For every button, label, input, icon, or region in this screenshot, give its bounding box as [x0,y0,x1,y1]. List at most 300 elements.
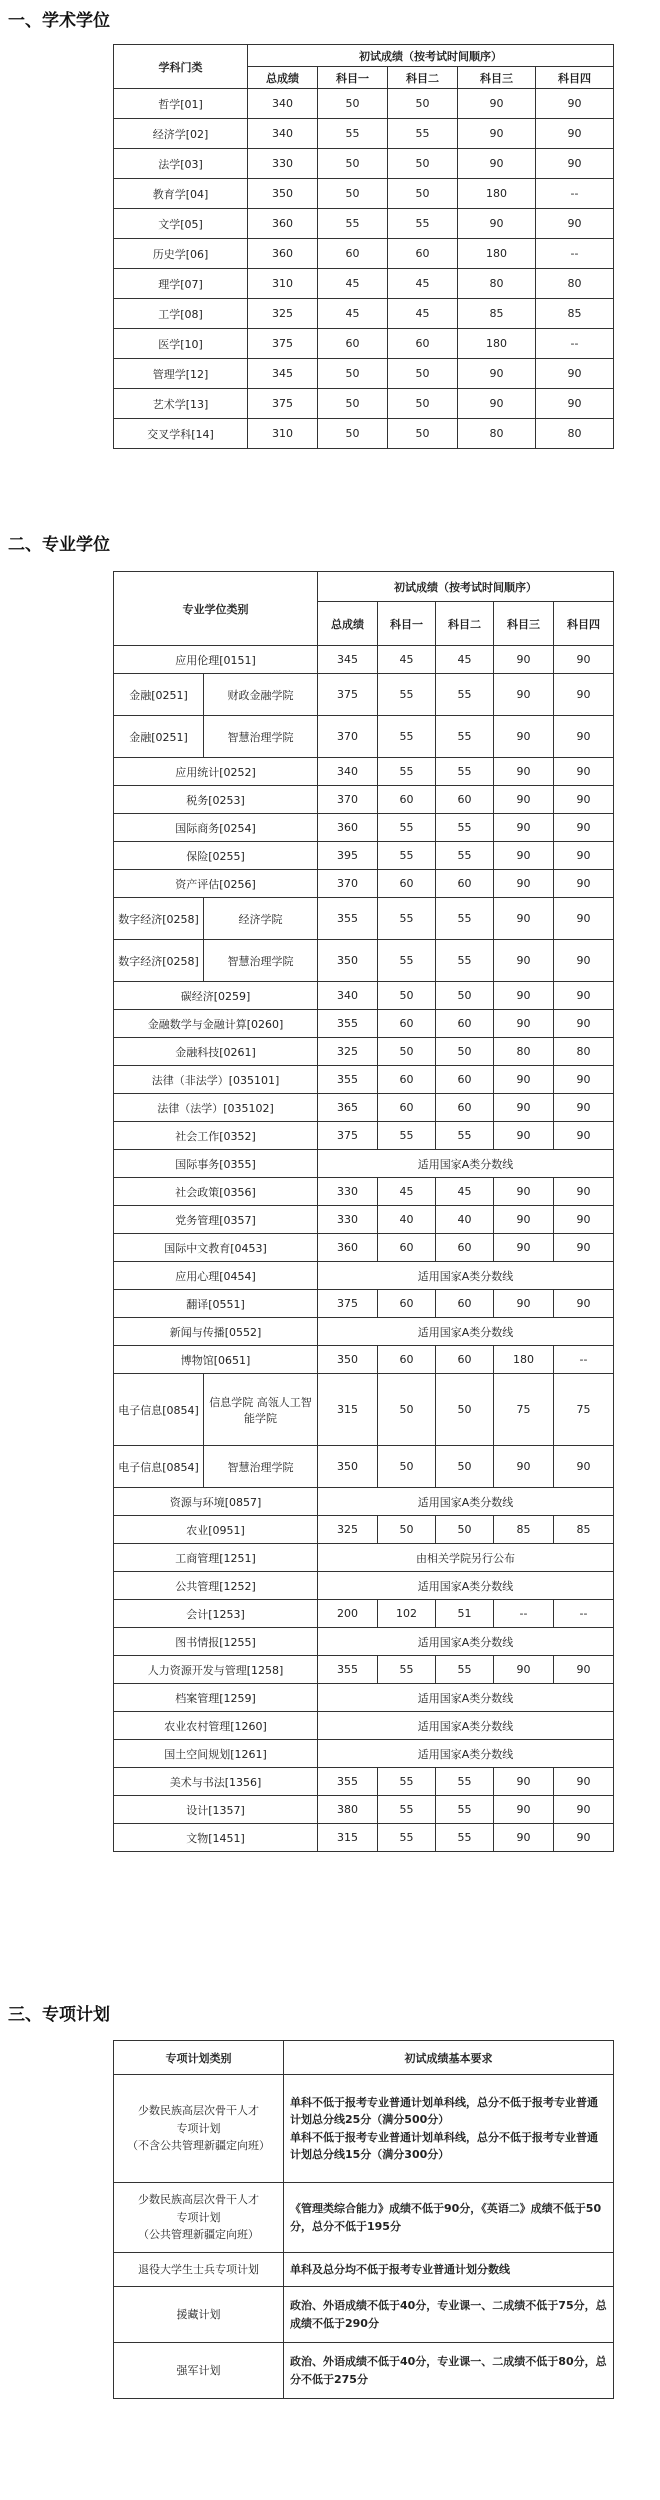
score-cell: 55 [436,940,494,982]
score-cell: 60 [378,1066,436,1094]
score-cell: 80 [458,269,536,299]
table-row [114,1740,614,1768]
degree-name-cell: 社会政策[0356] [114,1178,318,1206]
score-cell: 375 [318,1290,378,1318]
score-cell: 60 [436,1346,494,1374]
score-cell: 340 [248,119,318,149]
table-row [114,1178,614,1206]
table-row [114,1038,614,1066]
table-row [114,716,614,758]
score-cell: 80 [536,269,614,299]
score-cell: 85 [494,1516,554,1544]
score-cell: 45 [436,646,494,674]
score-cell: 50 [318,89,388,119]
score-cell: 55 [378,1656,436,1684]
score-cell: 60 [378,1346,436,1374]
school-cell: 信息学院 高瓴人工智能学院 [204,1374,318,1446]
degree-name-cell: 社会工作[0352] [114,1122,318,1150]
discipline-cell: 工学[08] [114,299,248,329]
score-cell: 60 [378,870,436,898]
note-cell: 适用国家A类分数线 [318,1488,614,1516]
degree-name-cell: 国际事务[0355] [114,1150,318,1178]
score-cell: 50 [436,1516,494,1544]
score-cell: 90 [494,1010,554,1038]
score-cell: 55 [378,940,436,982]
score-cell: 55 [436,842,494,870]
table-row [114,814,614,842]
score-cell: 90 [494,758,554,786]
score-cell: 90 [536,149,614,179]
degree-name-cell: 法律（非法学）[035101] [114,1066,318,1094]
score-cell: 60 [378,1010,436,1038]
score-cell: 90 [536,89,614,119]
header-row [114,45,614,67]
table-row [114,870,614,898]
degree-name-cell: 国际商务[0254] [114,814,318,842]
discipline-cell: 管理学[12] [114,359,248,389]
score-cell: 50 [378,1516,436,1544]
table-row [114,329,614,359]
degree-name-cell: 农业[0951] [114,1516,318,1544]
score-cell: 330 [318,1206,378,1234]
score-cell: -- [494,1600,554,1628]
score-cell: 310 [248,419,318,449]
school-cell: 智慧治理学院 [204,716,318,758]
plan-name-cell [114,2253,284,2287]
table-row [114,1544,614,1572]
score-cell: 50 [388,89,458,119]
score-cell: 50 [318,149,388,179]
score-cell: 350 [318,1446,378,1488]
score-cell: 50 [318,179,388,209]
score-cell: 395 [318,842,378,870]
requirement-cell [284,2287,614,2343]
score-cell: 60 [378,1234,436,1262]
score-cell: 315 [318,1824,378,1852]
score-cell: 375 [248,329,318,359]
table-row [114,179,614,209]
professional-degree-table [113,571,614,1852]
plan-name-line: 少数民族高层次骨干人才 [138,2193,259,2207]
score-cell: 90 [494,1122,554,1150]
score-cell: 55 [378,1796,436,1824]
degree-name-cell: 资源与环境[0857] [114,1488,318,1516]
score-cell: 90 [494,716,554,758]
discipline-cell: 教育学[04] [114,179,248,209]
table-row [114,2343,614,2399]
plan-name-line: 强军计划 [176,2363,221,2377]
header-row [114,2041,614,2075]
table-row [114,1768,614,1796]
requirement-cell [284,2343,614,2399]
degree-name-cell: 应用统计[0252] [114,758,318,786]
score-cell: 50 [436,1038,494,1066]
table-row [114,842,614,870]
score-cell: 90 [494,814,554,842]
table-row [114,89,614,119]
table-row [114,1094,614,1122]
score-cell: 90 [494,842,554,870]
score-cell: 90 [554,1094,614,1122]
score-cell: 55 [436,898,494,940]
score-cell: 45 [388,299,458,329]
score-cell: 60 [436,1010,494,1038]
plan-name-line: 援藏计划 [176,2307,221,2321]
school-cell: 经济学院 [204,898,318,940]
score-cell: 90 [494,1290,554,1318]
score-cell: 85 [554,1516,614,1544]
discipline-cell: 医学[10] [114,329,248,359]
score-cell: 45 [436,1178,494,1206]
table-row [114,1712,614,1740]
score-cell: 55 [436,1768,494,1796]
note-cell: 适用国家A类分数线 [318,1712,614,1740]
score-cell: 55 [378,1768,436,1796]
score-cell: 90 [494,898,554,940]
column-header: 科目三 [494,602,554,646]
discipline-cell: 文学[05] [114,209,248,239]
score-cell: 325 [248,299,318,329]
note-cell: 适用国家A类分数线 [318,1684,614,1712]
degree-name-cell: 应用伦理[0151] [114,646,318,674]
table-row [114,389,614,419]
requirement-header: 初试成绩基本要求 [284,2041,614,2075]
score-cell: 180 [458,239,536,269]
score-cell: 55 [318,119,388,149]
column-header: 科目二 [388,67,458,89]
degree-name-cell: 法律（法学）[035102] [114,1094,318,1122]
requirement-text: 政治、外语成绩不低于40分，专业课一、二成绩不低于80分，总分不低于275分 [290,2355,607,2386]
degree-name-cell: 设计[1357] [114,1796,318,1824]
column-header: 科目四 [536,67,614,89]
degree-name-cell: 工商管理[1251] [114,1544,318,1572]
category-header: 专项计划类别 [114,2041,284,2075]
degree-name-cell: 应用心理[0454] [114,1262,318,1290]
discipline-cell: 历史学[06] [114,239,248,269]
score-cell: 50 [388,419,458,449]
score-cell: 345 [248,359,318,389]
score-cell: 55 [388,209,458,239]
degree-name-cell: 金融[0251] [114,716,204,758]
column-header: 总成绩 [318,602,378,646]
table-row [114,1600,614,1628]
section2-heading: 二、专业学位 [8,535,110,555]
score-cell: 90 [554,1066,614,1094]
score-cell: 350 [248,179,318,209]
degree-name-cell: 会计[1253] [114,1600,318,1628]
degree-name-cell: 新闻与传播[0552] [114,1318,318,1346]
table-row [114,786,614,814]
score-cell: 51 [436,1600,494,1628]
score-cell: 90 [554,1446,614,1488]
score-cell: 90 [494,1234,554,1262]
score-cell: 55 [378,898,436,940]
plan-name-line: 退役大学生士兵专项计划 [138,2262,259,2276]
score-cell: 60 [436,870,494,898]
score-cell: 90 [494,1094,554,1122]
score-cell: 90 [536,209,614,239]
score-cell: 45 [378,646,436,674]
score-cell: 50 [436,1446,494,1488]
score-cell: 365 [318,1094,378,1122]
score-cell: 90 [458,149,536,179]
score-cell: 90 [554,786,614,814]
plan-name-line: 专项计划 [176,2210,221,2224]
degree-name-cell: 博物馆[0651] [114,1346,318,1374]
score-cell: 90 [554,940,614,982]
score-cell: 90 [554,1656,614,1684]
score-cell: 90 [536,119,614,149]
degree-name-cell: 公共管理[1252] [114,1572,318,1600]
score-cell: 55 [436,716,494,758]
score-cell: 55 [378,716,436,758]
score-cell: 325 [318,1516,378,1544]
score-cell: 55 [436,814,494,842]
score-cell: 75 [554,1374,614,1446]
score-cell: 200 [318,1600,378,1628]
score-cell: 80 [458,419,536,449]
degree-name-cell: 文物[1451] [114,1824,318,1852]
degree-name-cell: 电子信息[0854] [114,1446,204,1488]
table-row [114,2287,614,2343]
score-cell: 90 [554,1178,614,1206]
category-header: 学科门类 [114,45,248,89]
score-cell: 50 [318,359,388,389]
column-header: 科目一 [378,602,436,646]
score-cell: 90 [494,1656,554,1684]
score-cell: 315 [318,1374,378,1446]
table-row [114,2253,614,2287]
score-cell: 60 [436,1234,494,1262]
score-cell: 50 [436,1374,494,1446]
degree-name-cell: 数字经济[0258] [114,898,204,940]
table-row [114,1262,614,1290]
score-cell: -- [536,179,614,209]
score-cell: 45 [318,299,388,329]
score-cell: 90 [536,389,614,419]
table-row [114,1488,614,1516]
score-cell: 330 [318,1178,378,1206]
score-cell: 345 [318,646,378,674]
degree-name-cell: 翻译[0551] [114,1290,318,1318]
score-cell: 370 [318,870,378,898]
score-cell: 50 [318,419,388,449]
score-cell: 55 [378,758,436,786]
table-row [114,674,614,716]
plan-name-cell [114,2183,284,2253]
score-cell: 90 [554,870,614,898]
score-cell: 90 [554,1122,614,1150]
note-cell: 适用国家A类分数线 [318,1318,614,1346]
score-cell: 90 [458,359,536,389]
plan-name-cell [114,2343,284,2399]
score-cell: 360 [318,814,378,842]
score-cell: 90 [494,982,554,1010]
score-cell: 50 [378,1446,436,1488]
score-cell: 310 [248,269,318,299]
degree-name-cell: 税务[0253] [114,786,318,814]
table-row [114,149,614,179]
table-row [114,2075,614,2183]
table-row [114,1656,614,1684]
table-row [114,1066,614,1094]
table-row [114,1318,614,1346]
note-cell: 适用国家A类分数线 [318,1150,614,1178]
score-cell: 40 [378,1206,436,1234]
note-cell: 适用国家A类分数线 [318,1628,614,1656]
school-cell: 智慧治理学院 [204,1446,318,1488]
score-cell: 355 [318,1010,378,1038]
table-row [114,1010,614,1038]
plan-name-cell [114,2075,284,2183]
score-cell: 90 [554,758,614,786]
score-cell: 90 [458,389,536,419]
table-row [114,359,614,389]
score-cell: 355 [318,1768,378,1796]
score-cell: 180 [458,329,536,359]
table-row [114,2183,614,2253]
score-cell: 50 [388,149,458,179]
score-cell: 90 [494,1446,554,1488]
score-cell: 55 [378,674,436,716]
requirement-text: 单科不低于报考专业普通计划单科线，总分不低于报考专业普通计划总分线15分（满分300分） [290,2130,598,2161]
score-cell: 50 [388,389,458,419]
requirement-text: 政治、外语成绩不低于40分，专业课一、二成绩不低于75分，总成绩不低于290分 [290,2299,607,2330]
score-cell: 375 [318,674,378,716]
score-cell: 55 [436,758,494,786]
column-header: 科目一 [318,67,388,89]
score-cell: 60 [436,786,494,814]
score-cell: 60 [436,1094,494,1122]
score-cell: -- [554,1346,614,1374]
score-cell: 90 [494,870,554,898]
header-row [114,572,614,602]
score-cell: 55 [378,842,436,870]
score-cell: 350 [318,940,378,982]
score-cell: 50 [378,982,436,1010]
score-cell: 90 [554,716,614,758]
score-cell: 45 [318,269,388,299]
score-cell: 360 [248,209,318,239]
score-cell: 50 [318,389,388,419]
discipline-cell: 哲学[01] [114,89,248,119]
score-cell: 90 [554,1768,614,1796]
degree-name-cell: 电子信息[0854] [114,1374,204,1446]
table-row [114,1122,614,1150]
score-cell: 360 [248,239,318,269]
score-group-header: 初试成绩（按考试时间顺序） [248,45,614,67]
score-cell: 90 [554,842,614,870]
score-cell: 80 [494,1038,554,1066]
score-cell: 90 [458,209,536,239]
degree-name-cell: 国际中文教育[0453] [114,1234,318,1262]
score-cell: 90 [554,646,614,674]
score-cell: 90 [536,359,614,389]
column-header: 总成绩 [248,67,318,89]
score-cell: 90 [554,1010,614,1038]
score-cell: 340 [248,89,318,119]
score-cell: 90 [554,1796,614,1824]
score-cell: 55 [436,1122,494,1150]
score-cell: 90 [554,1290,614,1318]
discipline-cell: 交叉学科[14] [114,419,248,449]
table-row [114,119,614,149]
degree-name-cell: 数字经济[0258] [114,940,204,982]
table-row [114,239,614,269]
column-header: 科目二 [436,602,494,646]
degree-name-cell: 档案管理[1259] [114,1684,318,1712]
school-cell: 智慧治理学院 [204,940,318,982]
score-cell: 55 [436,1824,494,1852]
requirement-cell [284,2075,614,2183]
score-cell: -- [536,239,614,269]
score-cell: 90 [494,786,554,814]
score-cell: 325 [318,1038,378,1066]
score-cell: 90 [554,674,614,716]
degree-name-cell: 图书情报[1255] [114,1628,318,1656]
score-cell: 50 [388,179,458,209]
table-row [114,982,614,1010]
requirement-cell [284,2253,614,2287]
plan-name-line: 专项计划 [176,2121,221,2135]
score-cell: 55 [436,1796,494,1824]
discipline-cell: 艺术学[13] [114,389,248,419]
score-cell: 90 [554,1234,614,1262]
score-cell: 55 [436,674,494,716]
score-cell: 370 [318,716,378,758]
note-cell: 由相关学院另行公布 [318,1544,614,1572]
score-cell: 60 [388,239,458,269]
score-cell: 355 [318,898,378,940]
score-cell: 60 [388,329,458,359]
score-cell: 50 [378,1374,436,1446]
table-row [114,209,614,239]
score-cell: 45 [378,1178,436,1206]
table-row [114,1374,614,1446]
degree-name-cell: 国土空间规划[1261] [114,1740,318,1768]
table-row [114,299,614,329]
discipline-cell: 法学[03] [114,149,248,179]
requirement-text: 单科及总分均不低于报考专业普通计划分数线 [290,2262,510,2276]
table-row [114,1796,614,1824]
score-cell: 90 [554,1824,614,1852]
table-row [114,1572,614,1600]
score-cell: 90 [494,1206,554,1234]
score-cell: 55 [378,1824,436,1852]
score-cell: 375 [318,1122,378,1150]
score-cell: 90 [554,1206,614,1234]
score-cell: 90 [494,1824,554,1852]
table-row [114,1234,614,1262]
score-cell: 380 [318,1796,378,1824]
score-cell: 80 [536,419,614,449]
degree-name-cell: 碳经济[0259] [114,982,318,1010]
score-cell: 60 [378,786,436,814]
score-cell: 375 [248,389,318,419]
score-cell: 90 [494,940,554,982]
score-cell: 55 [318,209,388,239]
score-cell: 90 [458,119,536,149]
score-cell: 355 [318,1066,378,1094]
degree-name-cell: 党务管理[0357] [114,1206,318,1234]
column-header: 科目四 [554,602,614,646]
section3-heading: 三、专项计划 [8,2005,110,2025]
score-cell: 90 [494,646,554,674]
score-cell: -- [554,1600,614,1628]
degree-name-cell: 金融科技[0261] [114,1038,318,1066]
score-cell: 60 [318,329,388,359]
score-cell: 90 [458,89,536,119]
